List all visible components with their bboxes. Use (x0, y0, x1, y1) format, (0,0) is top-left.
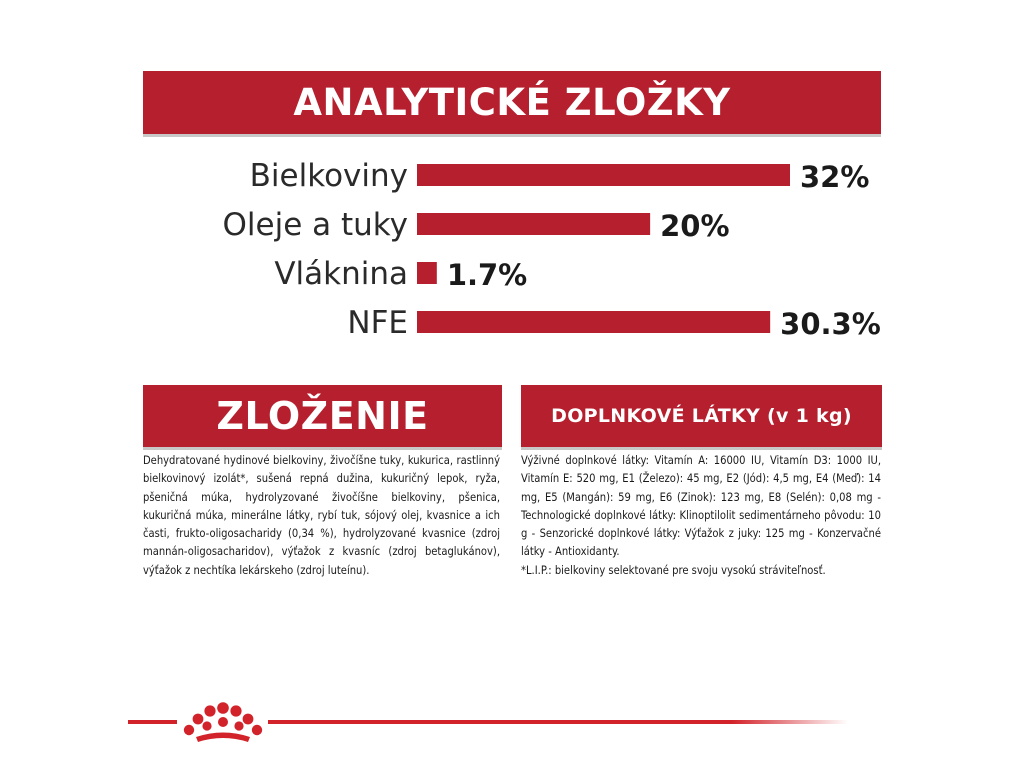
category-label: Vláknina (274, 256, 408, 292)
additives-text-block (521, 452, 881, 580)
category-label: Bielkoviny (249, 158, 408, 194)
banner-shadow (143, 134, 881, 137)
footer-line-left (128, 720, 177, 724)
bar-row-nfe (347, 305, 880, 341)
bar (417, 262, 437, 284)
value-label: 30.3% (780, 307, 881, 341)
banner-shadow (143, 447, 502, 450)
additives-title: DOPLNKOVÉ LÁTKY (v 1 kg) (551, 405, 852, 427)
royal-canin-crown-icon (180, 700, 266, 744)
value-label: 1.7% (446, 258, 528, 292)
bar-row-vlaknina (274, 256, 527, 292)
bar-row-oleje-a-tuky (223, 207, 730, 243)
analytic-components-title: ANALYTICKÉ ZLOŽKY (293, 81, 731, 124)
composition-text: Dehydratované hydinové bielkoviny, živočíšne tuky, kukurica, rastlinný bielkovinový izolát*, sušená repná dužina, kukuričný lepok, ryža, pšeničná múka, hydrolyzované živočíšne bielkoviny, pšenica, kukuričná múka, minerálne látky, rybí tuk, sójový olej, kvasnice a ich časti, frukto-oligosacharidy (0,34 %), hydrolyzované kvasnice (zdroj mannán-oligosacharidov), výťažok z kvasníc (zdroj betaglukánov), výťažok z nechtíka lekárskeho (zdroj luteínu). (143, 454, 500, 577)
bar (417, 213, 650, 235)
value-label: 20% (660, 209, 730, 243)
analytic-components-chart (0, 140, 1024, 350)
category-label: Oleje a tuky (222, 207, 408, 243)
footer-line-right (268, 720, 848, 724)
category-label: NFE (347, 305, 408, 341)
additives-text: Výživné doplnkové látky: Vitamín A: 16000 IU, Vitamín D3: 1000 IU, Vitamín E: 520 mg, E1 (Železo): 45 mg, E2 (Jód): 4,5 mg, E4 (Meď): 14 mg, E5 (Mangán): 59 mg, E6 (Zinok): 123 mg, E8 (Selén): 0,08 mg - Technologické doplnkové látky: Klinoptilolit sedimentárneho pôvodu: 10 g - Senzorické doplnkové látky: Výťažok z juky: 125 mg - Konzervačné látky - Antioxidanty. (521, 454, 881, 559)
composition-banner (143, 385, 502, 447)
bar-row-bielkoviny (250, 158, 870, 194)
banner-shadow (521, 447, 882, 450)
additives-footnote: *L.I.P.: bielkoviny selektované pre svoju vysokú stráviteľnosť. (521, 563, 826, 577)
additives-banner (521, 385, 882, 447)
analytic-components-banner (143, 71, 881, 134)
bar (417, 164, 790, 186)
value-label: 32% (800, 160, 870, 194)
composition-title: ZLOŽENIE (216, 394, 429, 438)
bar (417, 311, 770, 333)
